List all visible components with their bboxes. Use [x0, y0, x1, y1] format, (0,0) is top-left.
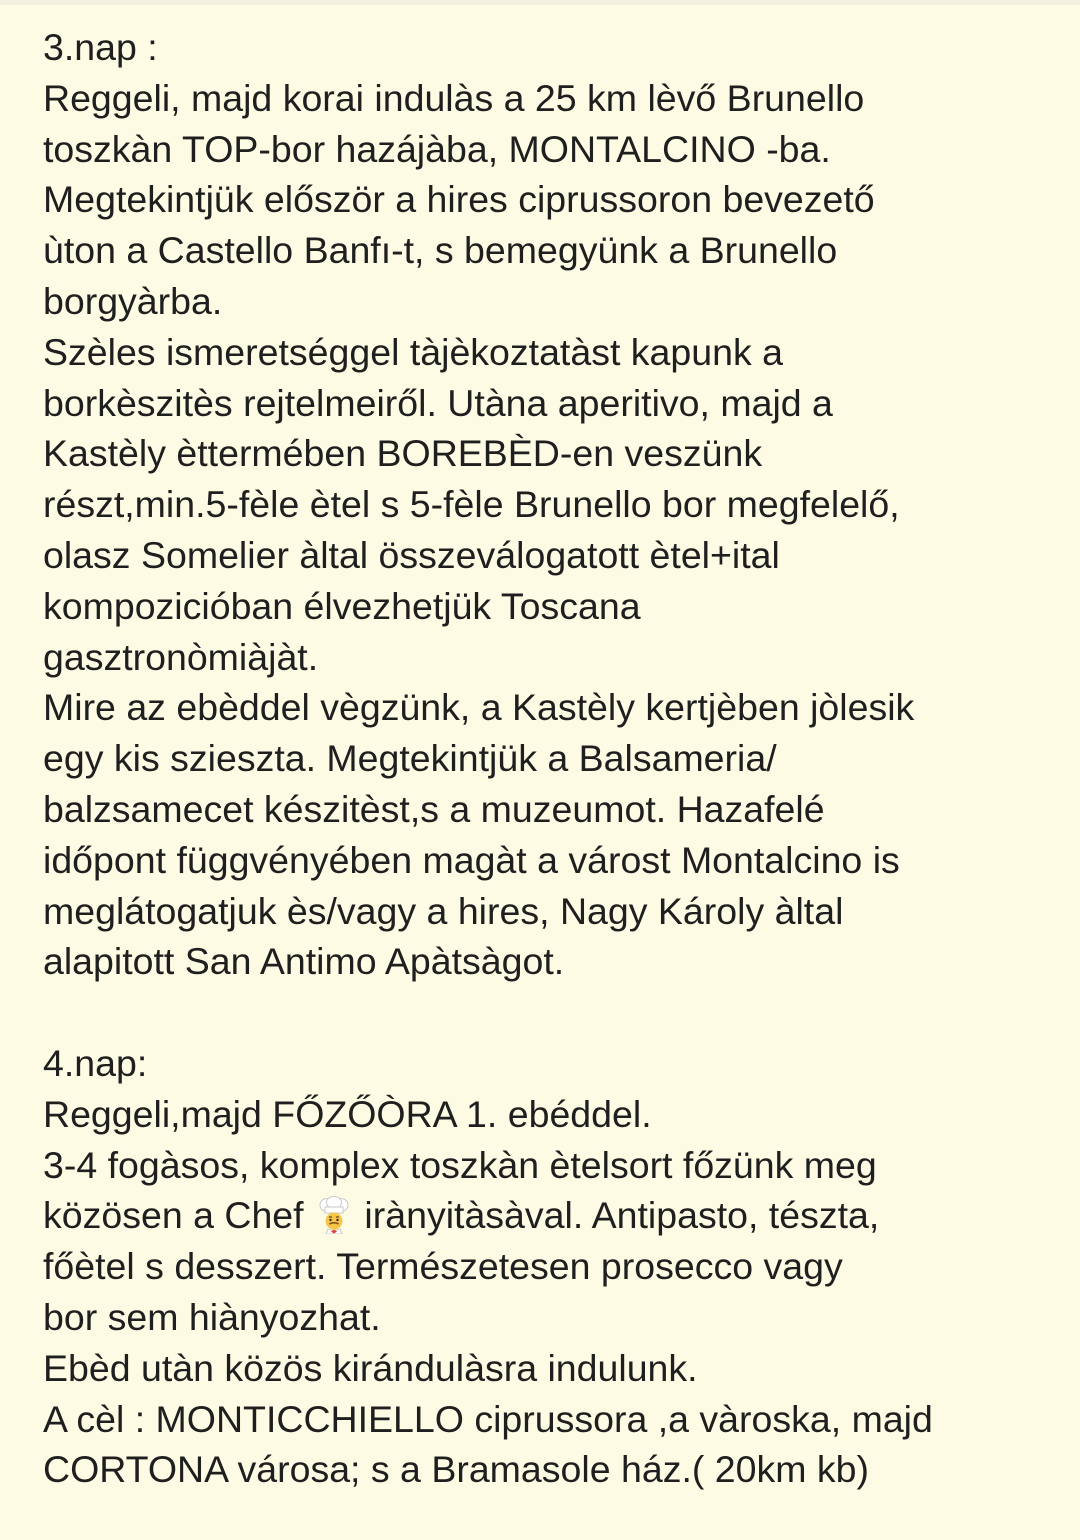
- day3-line: gasztronòmiàjàt.: [43, 635, 319, 678]
- day4-line-end: irànyitàsàval. Antipasto, tészta,: [354, 1194, 880, 1237]
- day3-line: Megtekintjük először a hires ciprussoron bevezető: [43, 178, 875, 221]
- day3-line: ùton a Castello Banfı-t, s bemegyünk a Brunello: [43, 229, 838, 272]
- day4-line: Ebèd utàn közös kirándulàsra indulunk.: [43, 1346, 698, 1389]
- day3-line: részt,min.5-fèle ètel s 5-fèle Brunello bor megfelelő,: [43, 483, 900, 526]
- day3-line: meglátogatjuk ès/vagy a hires, Nagy Károly àltal: [43, 889, 844, 932]
- day3-line: időpont függvényében magàt a várost Montalcino is: [43, 838, 900, 881]
- day3-line: Kastèly èttermében BOREBÈD-en veszünk: [43, 432, 763, 475]
- day4-line: 3-4 fogàsos, komplex toszkàn ètelsort főzünk meg: [43, 1143, 877, 1186]
- day3-line: balzsamecet készitèst,s a muzeumot. Hazafelé: [43, 787, 825, 830]
- day4-line-start: közösen a Chef: [43, 1194, 314, 1237]
- chef-emoji-icon: [316, 1196, 352, 1234]
- day3-line: Mire az ebèddel vègzünk, a Kastèly kertjèben jòlesik: [43, 686, 915, 729]
- day4-line: főètel s desszert. Természetesen prosecco vagy: [43, 1245, 843, 1288]
- day3-line: kompozicióban élvezhetjük Toscana: [43, 584, 641, 627]
- day4-heading: 4.nap:: [43, 1041, 148, 1084]
- day4-line: CORTONA városa; s a Bramasole ház.( 20km kb): [43, 1448, 869, 1491]
- day4-line: bor sem hiànyozhat.: [43, 1295, 381, 1338]
- day3-line: alapitott San Antimo Apàtsàgot.: [43, 940, 565, 983]
- day3-line: borkèszitès rejtelmeiről. Utàna aperitivo, majd a: [43, 381, 833, 424]
- paragraph-gap: [43, 987, 1073, 1038]
- top-edge-divider: [0, 0, 1080, 5]
- day4-line: Reggeli,majd FŐZŐÒRA 1. ebéddel.: [43, 1092, 652, 1135]
- day3-line: olasz Somelier àltal összeválogatott ètel+ital: [43, 533, 780, 576]
- day3-line: toszkàn TOP-bor hazájàba, MONTALCINO -ba.: [43, 127, 831, 170]
- day3-line: Reggeli, majd korai indulàs a 25 km lèvő Brunello: [43, 76, 865, 119]
- day4-line: A cèl : MONTICCHIELLO ciprussora ,a vàroska, majd: [43, 1397, 933, 1440]
- day3-line: egy kis sziesztа. Megtekintjük a Balsameria/: [43, 737, 777, 780]
- day3-line: Szèles ismeretséggel tàjèkoztatàst kapunk a: [43, 330, 783, 373]
- day4-line-with-icon: [43, 1190, 1073, 1241]
- day3-heading: 3.nap :: [43, 26, 158, 68]
- note-text[interactable]: [43, 22, 1073, 1495]
- day3-line: borgyàrba.: [43, 279, 223, 322]
